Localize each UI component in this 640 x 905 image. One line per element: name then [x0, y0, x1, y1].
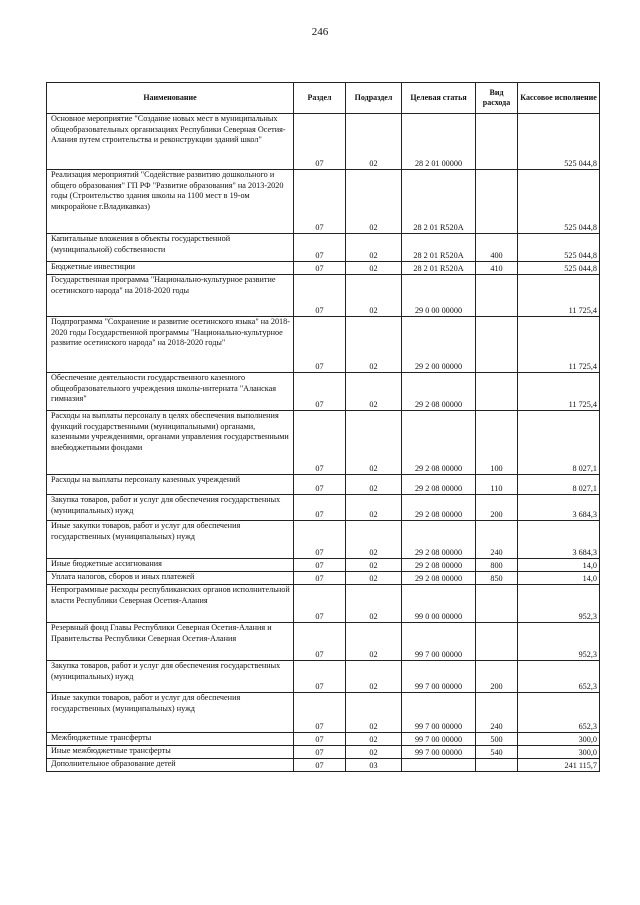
row-name-cell: Иные закупки товаров, работ и услуг для обеспечения государственных (муниципальных) нужд [47, 521, 294, 559]
row-amount-cell: 11 725,4 [518, 275, 600, 317]
table-header-row [47, 83, 600, 114]
row-name-cell: Расходы на выплаты персоналу в целях обеспечения выполнения функций государственными (муниципальными) органами, казенными учреждениями, органами управления государственными внебюджетными фондами [47, 411, 294, 475]
row-amount-cell: 241 115,7 [518, 759, 600, 772]
table-row [47, 373, 600, 411]
row-amount-cell: 300,0 [518, 746, 600, 759]
row-kind-cell [476, 373, 518, 411]
row-subsection-cell: 02 [346, 623, 402, 661]
row-section-cell: 07 [294, 693, 346, 733]
row-amount-cell: 525 044,8 [518, 262, 600, 275]
row-name-cell: Уплата налогов, сборов и иных платежей [47, 572, 294, 585]
row-section-cell: 07 [294, 623, 346, 661]
row-section-cell: 07 [294, 759, 346, 772]
row-subsection-cell: 02 [346, 373, 402, 411]
row-target-cell: 29 2 08 00000 [402, 572, 476, 585]
row-subsection-cell: 02 [346, 317, 402, 373]
row-kind-cell [476, 585, 518, 623]
row-name-cell: Реализация мероприятий "Содействие развитию дошкольного и общего образования" ГП РФ "Развитие образования" на 2013-2020 годы (Строительство здания школы на 1100 мест в 19-ом микрорайоне г.Владикавказ) [47, 170, 294, 234]
table-row [47, 733, 600, 746]
row-target-cell: 28 2 01 R520A [402, 262, 476, 275]
row-subsection-cell: 02 [346, 275, 402, 317]
table-row [47, 559, 600, 572]
row-kind-cell: 540 [476, 746, 518, 759]
row-amount-cell: 14,0 [518, 559, 600, 572]
row-kind-cell: 240 [476, 521, 518, 559]
row-name-cell: Подпрограмма "Сохранение и развитие осетинского языка" на 2018-2020 годы Государственной программы "Национально-культурное развитие осетинского народа" на 2018-2020 годы" [47, 317, 294, 373]
row-subsection-cell: 02 [346, 170, 402, 234]
row-subsection-cell: 02 [346, 262, 402, 275]
row-kind-cell: 110 [476, 475, 518, 495]
header-section: Раздел [294, 83, 346, 114]
table-row [47, 262, 600, 275]
row-target-cell: 99 0 00 00000 [402, 585, 476, 623]
row-target-cell: 99 7 00 00000 [402, 733, 476, 746]
row-kind-cell: 500 [476, 733, 518, 746]
row-kind-cell: 800 [476, 559, 518, 572]
row-subsection-cell: 02 [346, 411, 402, 475]
row-subsection-cell: 02 [346, 475, 402, 495]
table-row [47, 317, 600, 373]
row-subsection-cell: 02 [346, 495, 402, 521]
row-subsection-cell: 02 [346, 559, 402, 572]
row-target-cell: 29 2 08 00000 [402, 411, 476, 475]
row-name-cell: Расходы на выплаты персоналу казенных учреждений [47, 475, 294, 495]
row-name-cell: Межбюджетные трансферты [47, 733, 294, 746]
row-target-cell: 28 2 01 R520A [402, 170, 476, 234]
row-section-cell: 07 [294, 275, 346, 317]
row-name-cell: Обеспечение деятельности государственного казенного общеобразовательного учреждения школы-интерната "Аланская гимназия" [47, 373, 294, 411]
table-row [47, 661, 600, 693]
row-target-cell: 28 2 01 00000 [402, 114, 476, 170]
row-name-cell: Иные межбюджетные трансферты [47, 746, 294, 759]
row-target-cell: 29 2 08 00000 [402, 521, 476, 559]
row-target-cell: 29 2 08 00000 [402, 475, 476, 495]
table-row [47, 495, 600, 521]
row-target-cell: 99 7 00 00000 [402, 746, 476, 759]
row-name-cell: Закупка товаров, работ и услуг для обеспечения государственных (муниципальных) нужд [47, 661, 294, 693]
table-row [47, 585, 600, 623]
row-amount-cell: 8 027,1 [518, 411, 600, 475]
row-kind-cell [476, 317, 518, 373]
row-amount-cell: 652,3 [518, 661, 600, 693]
row-amount-cell: 652,3 [518, 693, 600, 733]
row-name-cell: Государственная программа "Национально-культурное развитие осетинского народа" на 2018-2020 годы [47, 275, 294, 317]
row-subsection-cell: 02 [346, 234, 402, 262]
row-target-cell: 28 2 01 R520A [402, 234, 476, 262]
row-section-cell: 07 [294, 733, 346, 746]
table-row [47, 170, 600, 234]
row-subsection-cell: 02 [346, 746, 402, 759]
row-target-cell: 99 7 00 00000 [402, 661, 476, 693]
row-name-cell: Непрограммные расходы республиканских органов исполнительной власти Республики Северная Осетия-Алания [47, 585, 294, 623]
header-target: Целевая статья [402, 83, 476, 114]
row-amount-cell: 14,0 [518, 572, 600, 585]
header-name: Наименование [47, 83, 294, 114]
row-section-cell: 07 [294, 114, 346, 170]
row-subsection-cell: 02 [346, 661, 402, 693]
table-row [47, 623, 600, 661]
row-section-cell: 07 [294, 317, 346, 373]
row-amount-cell: 8 027,1 [518, 475, 600, 495]
row-kind-cell: 200 [476, 495, 518, 521]
row-kind-cell [476, 275, 518, 317]
row-section-cell: 07 [294, 262, 346, 275]
row-name-cell: Дополнительное образование детей [47, 759, 294, 772]
row-target-cell: 99 7 00 00000 [402, 693, 476, 733]
row-amount-cell: 11 725,4 [518, 317, 600, 373]
row-section-cell: 07 [294, 475, 346, 495]
row-kind-cell: 400 [476, 234, 518, 262]
table-row [47, 572, 600, 585]
row-kind-cell [476, 114, 518, 170]
row-kind-cell [476, 623, 518, 661]
row-amount-cell: 3 684,3 [518, 521, 600, 559]
row-section-cell: 07 [294, 521, 346, 559]
row-section-cell: 07 [294, 559, 346, 572]
row-section-cell: 07 [294, 572, 346, 585]
row-section-cell: 07 [294, 234, 346, 262]
row-amount-cell: 3 684,3 [518, 495, 600, 521]
row-name-cell: Иные бюджетные ассигнования [47, 559, 294, 572]
row-name-cell: Иные закупки товаров, работ и услуг для обеспечения государственных (муниципальных) нужд [47, 693, 294, 733]
row-kind-cell: 100 [476, 411, 518, 475]
row-kind-cell [476, 759, 518, 772]
row-section-cell: 07 [294, 411, 346, 475]
row-amount-cell: 525 044,8 [518, 234, 600, 262]
header-subsection: Подраздел [346, 83, 402, 114]
row-subsection-cell: 02 [346, 733, 402, 746]
row-section-cell: 07 [294, 495, 346, 521]
table-row [47, 521, 600, 559]
header-amount: Кассовое исполнение [518, 83, 600, 114]
table-row [47, 759, 600, 772]
row-section-cell: 07 [294, 746, 346, 759]
row-name-cell: Капитальные вложения в объекты государственной (муниципальной) собственности [47, 234, 294, 262]
row-kind-cell: 410 [476, 262, 518, 275]
row-subsection-cell: 02 [346, 521, 402, 559]
row-kind-cell: 240 [476, 693, 518, 733]
table-row [47, 475, 600, 495]
header-kind: Вид расхода [476, 83, 518, 114]
row-section-cell: 07 [294, 170, 346, 234]
row-subsection-cell: 02 [346, 114, 402, 170]
page-number: 246 [311, 26, 329, 38]
row-target-cell: 29 2 08 00000 [402, 495, 476, 521]
table-body [47, 114, 600, 772]
budget-table [46, 82, 600, 772]
table-row [47, 275, 600, 317]
row-target-cell: 99 7 00 00000 [402, 623, 476, 661]
row-name-cell: Закупка товаров, работ и услуг для обеспечения государственных (муниципальных) нужд [47, 495, 294, 521]
row-section-cell: 07 [294, 661, 346, 693]
row-subsection-cell: 02 [346, 693, 402, 733]
row-kind-cell: 850 [476, 572, 518, 585]
row-amount-cell: 952,3 [518, 623, 600, 661]
row-section-cell: 07 [294, 585, 346, 623]
row-name-cell: Бюджетные инвестиции [47, 262, 294, 275]
row-target-cell: 29 0 00 00000 [402, 275, 476, 317]
row-subsection-cell: 02 [346, 585, 402, 623]
row-name-cell: Основное мероприятие "Создание новых мест в муниципальных общеобразовательных организациях Республики Северная Осетия-Алания путем строительства и реконструкции зданий школ" [47, 114, 294, 170]
row-kind-cell: 200 [476, 661, 518, 693]
row-amount-cell: 300,0 [518, 733, 600, 746]
row-target-cell: 29 2 00 00000 [402, 317, 476, 373]
row-amount-cell: 952,3 [518, 585, 600, 623]
row-amount-cell: 525 044,8 [518, 114, 600, 170]
row-section-cell: 07 [294, 373, 346, 411]
row-kind-cell [476, 170, 518, 234]
table-row [47, 234, 600, 262]
row-target-cell [402, 759, 476, 772]
row-name-cell: Резервный фонд Главы Республики Северная Осетия-Алания и Правительства Республики Северная Осетия-Алания [47, 623, 294, 661]
table-row [47, 693, 600, 733]
row-subsection-cell: 02 [346, 572, 402, 585]
row-target-cell: 29 2 08 00000 [402, 373, 476, 411]
row-subsection-cell: 03 [346, 759, 402, 772]
table-row [47, 746, 600, 759]
table-row [47, 114, 600, 170]
table-row [47, 411, 600, 475]
row-amount-cell: 11 725,4 [518, 373, 600, 411]
row-target-cell: 29 2 08 00000 [402, 559, 476, 572]
row-amount-cell: 525 044,8 [518, 170, 600, 234]
